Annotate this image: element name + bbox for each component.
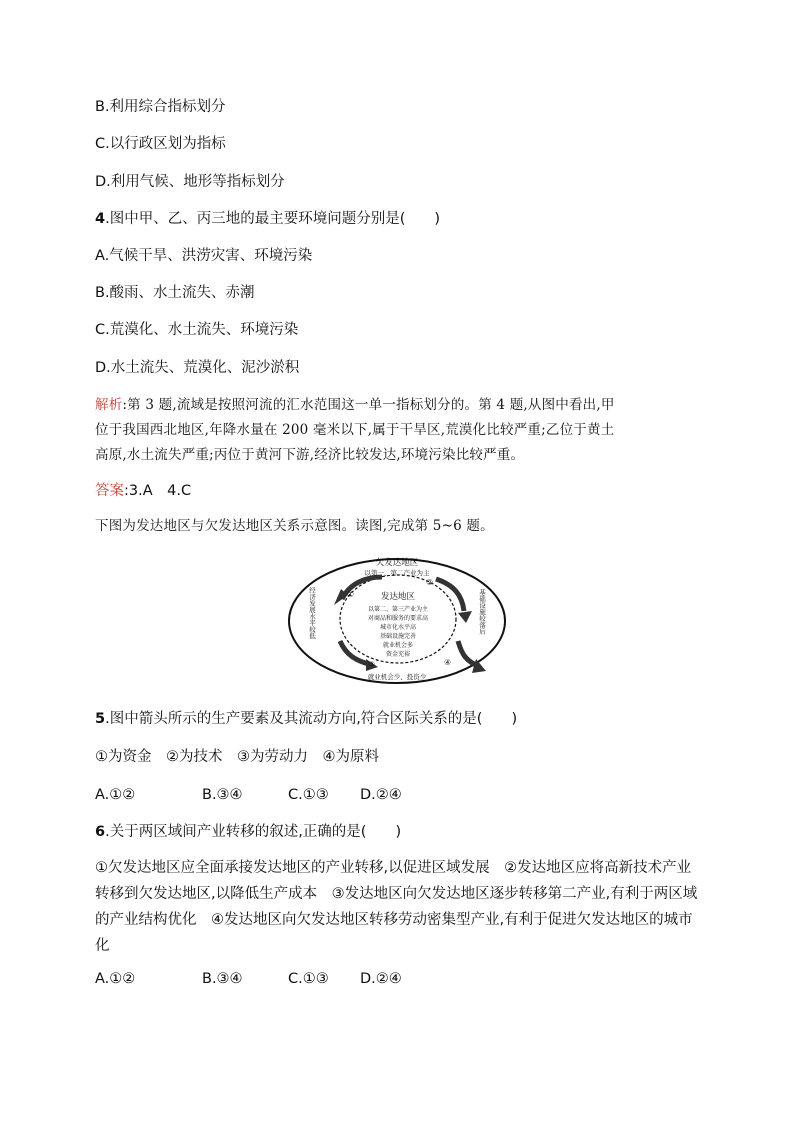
q4-number: 4 (95, 211, 106, 227)
q4-option-b: B.酸雨、水土流失、赤潮 (95, 285, 255, 301)
q6-stem-text: .关于两区域间产业转移的叙述,正确的是( ) (105, 824, 402, 840)
answer-text: :3.A 4.C (124, 483, 192, 499)
inner-line-1: 以第二、第三产业为主 (367, 606, 429, 613)
q4-stem (95, 209, 440, 229)
q4-option-c: C.荒漠化、水土流失、环境污染 (95, 322, 299, 338)
inner-line-5: 就业机会多 (382, 642, 414, 649)
q6-options (95, 969, 402, 989)
inner-region-title: 发达地区 (380, 592, 416, 602)
q5-items: ①为资金 ②为技术 ③为劳动力 ④为原料 (95, 749, 379, 765)
left-vertical-label: 经济发展水平较低 (308, 587, 316, 639)
q6-option-c: C.①③ (288, 971, 329, 987)
q5-stem (95, 709, 517, 729)
q4-stem-text: .图中甲、乙、丙三地的最主要环境问题分别是( ) (105, 211, 441, 227)
q5-option-d: D.②④ (360, 787, 402, 803)
q6-stem (95, 822, 401, 842)
q6-option-a: A.①② (95, 971, 136, 987)
inner-line-2: 对商品和服务的要求高 (367, 615, 429, 622)
q4-option-a: A.气候干旱、洪涝灾害、环境污染 (95, 248, 313, 264)
inner-line-3: 城市化水平高 (379, 624, 417, 631)
answer-line (95, 481, 191, 501)
q5-option-c: C.①③ (288, 787, 329, 803)
right-vertical-label: 基础设施较落后 (478, 589, 486, 635)
marker-3: ③ (368, 660, 376, 669)
q5-number: 5 (95, 711, 106, 727)
q4-option-d: D.水土流失、荒漠化、泥沙淤积 (95, 360, 300, 376)
q3-option-c: C.以行政区划为指标 (95, 136, 226, 152)
answer-label: 答案 (95, 483, 124, 499)
q6-option-b: B.③④ (202, 971, 243, 987)
analysis-line-2: 位于我国西北地区,年降水量在 200 毫米以下,属于干旱区,荒漠化比较严重;乙位于黄土 (95, 422, 615, 438)
q6-number: 6 (95, 824, 106, 840)
diagram-intro: 下图为发达地区与欠发达地区关系示意图。读图,完成第 5~6 题。 (95, 518, 494, 534)
q3-option-d: D.利用气候、地形等指标划分 (95, 174, 285, 190)
analysis-label: 解析 (95, 397, 123, 413)
marker-1: ① (347, 590, 355, 599)
q6-items: ①欠发达地区应全面承接发达地区的产业转移,以促进区域发展 ②发达地区应将高新技术产业转移到欠发达地区,以降低生产成本 ③发达地区向欠发达地区逐步转移第二产业,有利于两区域的产业结构优化 ④发达地区向欠发达地区转移劳动密集型产业,有利于促进欠发达地区的城市化 (95, 860, 698, 954)
q5-option-b: B.③④ (202, 787, 243, 803)
outer-region-subtitle: 以第一、第二产业为主 (364, 569, 430, 577)
region-relation-diagram (286, 555, 508, 687)
analysis-line-3: 高原,水土流失严重;丙位于黄河下游,经济比较发达,环境污染比较严重。 (95, 447, 525, 463)
q5-option-a: A.①② (95, 787, 136, 803)
outer-region-bottom: 就业机会少、投资少 (367, 673, 427, 681)
inner-line-4: 基础设施完善 (379, 633, 417, 640)
marker-4: ④ (444, 658, 452, 667)
marker-2: ② (426, 578, 434, 587)
q3-option-b: B.利用综合指标划分 (95, 99, 226, 115)
q6-option-d: D.②④ (360, 971, 402, 987)
q5-stem-text: .图中箭头所示的生产要素及其流动方向,符合区际关系的是( ) (105, 711, 518, 727)
inner-line-6: 资金充裕 (385, 651, 411, 658)
analysis-line-1: 解析:第 3 题,流域是按照河流的汇水范围这一单一指标划分的。第 4 题,从图中看出,甲 (95, 397, 615, 413)
q5-options (95, 785, 402, 805)
outer-region-title: 欠发达地区 (375, 558, 419, 568)
